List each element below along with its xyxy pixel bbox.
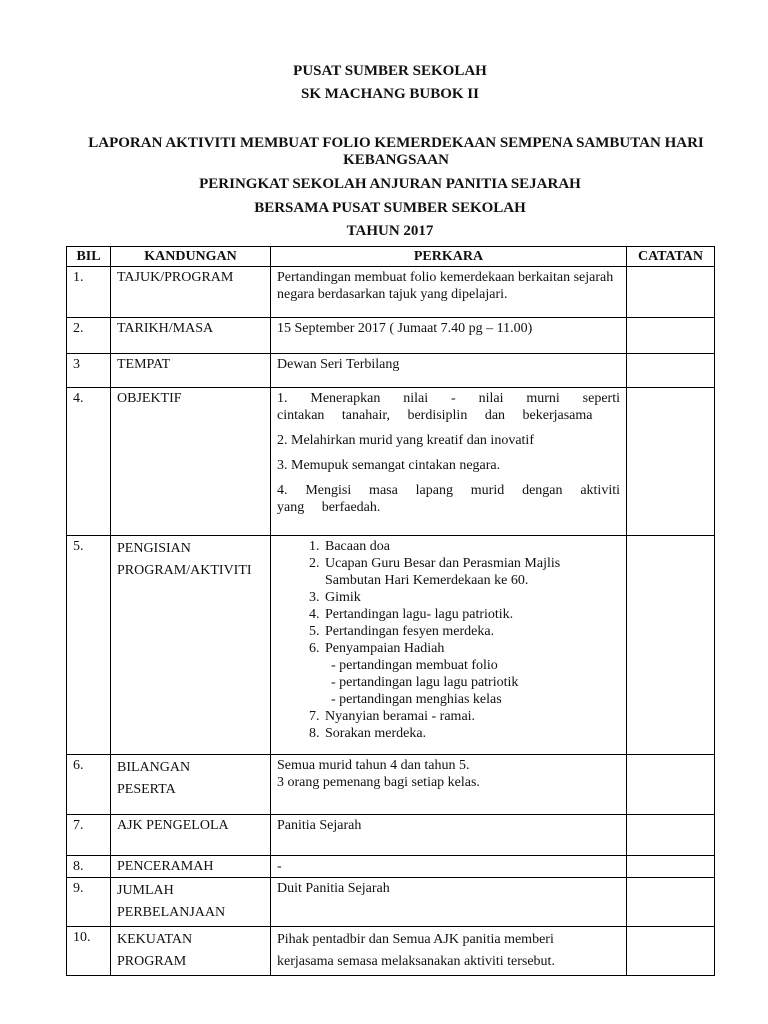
table-row [67, 815, 715, 856]
row-number: 3 [67, 354, 111, 388]
row-perkara: Pertandingan membuat folio kemerdekaan berkaitan sejarah negara berdasarkan tajuk yang dipelajari. [271, 267, 627, 318]
table-row [67, 878, 715, 927]
school-center-title: PUSAT SUMBER SEKOLAH [293, 63, 487, 79]
row-kandungan: OBJEKTIF [111, 388, 271, 536]
table-row [67, 927, 715, 976]
activity-item [323, 623, 620, 640]
perkara-line: 3 orang pemenang bagi setiap kelas. [277, 775, 480, 790]
row-number: 1. [67, 267, 111, 318]
kandungan-line: PENGISIAN [117, 541, 191, 556]
row-kandungan: AJK PENGELOLA [111, 815, 271, 856]
kandungan-line: BILANGAN [117, 760, 191, 775]
objective-item: 1. Menerapkan nilai - nilai murni seperti cintakan tanahair, berdisiplin dan bekerjasama [277, 391, 620, 423]
row-kandungan: PENCERAMAH [111, 856, 271, 878]
row-catatan [627, 318, 715, 354]
table-row [67, 354, 715, 388]
row-kandungan [111, 755, 271, 815]
objective-item: 3. Memupuk semangat cintakan negara. [277, 458, 501, 473]
table-row [67, 267, 715, 318]
row-catatan [627, 927, 715, 976]
table-row [67, 318, 715, 354]
report-year: TAHUN 2017 [346, 223, 434, 239]
row-perkara: Dewan Seri Terbilang [271, 354, 627, 388]
row-catatan [627, 536, 715, 755]
row-catatan [627, 755, 715, 815]
activity-text: Pertandingan lagu- lagu patriotik. [325, 607, 514, 622]
table-header-row [67, 247, 715, 267]
activity-text: 6. Penyampaian Hadiah [325, 641, 445, 656]
perkara-line: Semua murid tahun 4 dan tahun 5. [277, 758, 470, 773]
row-kandungan [111, 536, 271, 755]
activity-item [323, 589, 620, 606]
table-row [67, 755, 715, 815]
row-kandungan: TEMPAT [111, 354, 271, 388]
row-number: 4. [67, 388, 111, 536]
objective-item: 2. Melahirkan murid yang kreatif dan inovatif [277, 433, 534, 448]
row-number: 6. [67, 755, 111, 815]
row-perkara [271, 927, 627, 976]
row-number: 7. [67, 815, 111, 856]
activity-item [323, 538, 620, 555]
activity-subitem: - pertandingan membuat folio [331, 658, 498, 673]
activities-cell [271, 536, 627, 755]
activity-subitem: - pertandingan lagu lagu patriotik [331, 675, 519, 690]
activity-text: Sorakan merdeka. [325, 726, 427, 741]
school-name: SK MACHANG BUBOK II [301, 86, 479, 102]
row-catatan [627, 388, 715, 536]
row-perkara: 15 September 2017 ( Jumaat 7.40 pg – 11.00) [271, 318, 627, 354]
activity-item [323, 725, 620, 742]
objectives-cell [271, 388, 627, 536]
row-kandungan [111, 927, 271, 976]
objective-item: 4. Mengisi masa lapang murid dengan aktiviti yang berfaedah. [277, 483, 620, 515]
kandungan-line: JUMLAH [117, 883, 174, 898]
row-perkara: Panitia Sejarah [271, 815, 627, 856]
row-perkara: - [271, 856, 627, 878]
perkara-line: Pihak pentadbir dan Semua AJK panitia memberi [277, 932, 554, 947]
header-perkara: PERKARA [271, 247, 627, 267]
row-number: 2. [67, 318, 111, 354]
row-catatan [627, 267, 715, 318]
activity-item [323, 708, 620, 725]
activity-subitem: - pertandingan menghias kelas [331, 692, 502, 707]
activity-text: Pertandingan fesyen merdeka. [325, 624, 495, 639]
row-catatan [627, 354, 715, 388]
report-title: LAPORAN AKTIVITI MEMBUAT FOLIO KEMERDEKAAN SEMPENA SAMBUTAN HARI KEBANGSAAN [88, 135, 704, 168]
row-kandungan: TAJUK/PROGRAM [111, 267, 271, 318]
activity-text: Nyanyian beramai - ramai. [325, 709, 476, 724]
kandungan-line: PERBELANJAAN [117, 905, 226, 920]
activity-text: Sambutan Hari Kemerdekaan ke 60. [325, 573, 529, 588]
activities-list [277, 538, 620, 742]
activity-item [323, 606, 620, 623]
activity-item [323, 555, 620, 589]
header-bil: BIL [67, 247, 111, 267]
row-perkara: Duit Panitia Sejarah [271, 878, 627, 927]
table-row [67, 536, 715, 755]
kandungan-line: PESERTA [117, 782, 176, 797]
header-catatan: CATATAN [627, 247, 715, 267]
row-kandungan: TARIKH/MASA [111, 318, 271, 354]
table-row [67, 856, 715, 878]
report-subtitle-level: PERINGKAT SEKOLAH ANJURAN PANITIA SEJARAH [199, 176, 581, 192]
kandungan-line: PROGRAM/AKTIVITI [117, 563, 252, 578]
row-number: 5. [67, 536, 111, 755]
activity-text: Gimik [325, 590, 361, 605]
row-number: 9. [67, 878, 111, 927]
kandungan-line: PROGRAM [117, 954, 187, 969]
perkara-line: kerjasama semasa melaksanakan aktiviti tersebut. [277, 954, 555, 969]
row-number: 10. [67, 927, 111, 976]
header-kandungan: KANDUNGAN [111, 247, 271, 267]
activity-text: Bacaan doa [325, 539, 390, 554]
report-table [66, 246, 715, 976]
row-catatan [627, 878, 715, 927]
row-number: 8. [67, 856, 111, 878]
kandungan-line: KEKUATAN [117, 932, 193, 947]
row-kandungan [111, 878, 271, 927]
row-catatan [627, 856, 715, 878]
row-catatan [627, 815, 715, 856]
table-row [67, 388, 715, 536]
activity-text: 2. Ucapan Guru Besar dan Perasmian Majlis [325, 556, 561, 571]
activity-item [323, 640, 620, 708]
row-perkara [271, 755, 627, 815]
report-subtitle-with: BERSAMA PUSAT SUMBER SEKOLAH [254, 200, 526, 216]
